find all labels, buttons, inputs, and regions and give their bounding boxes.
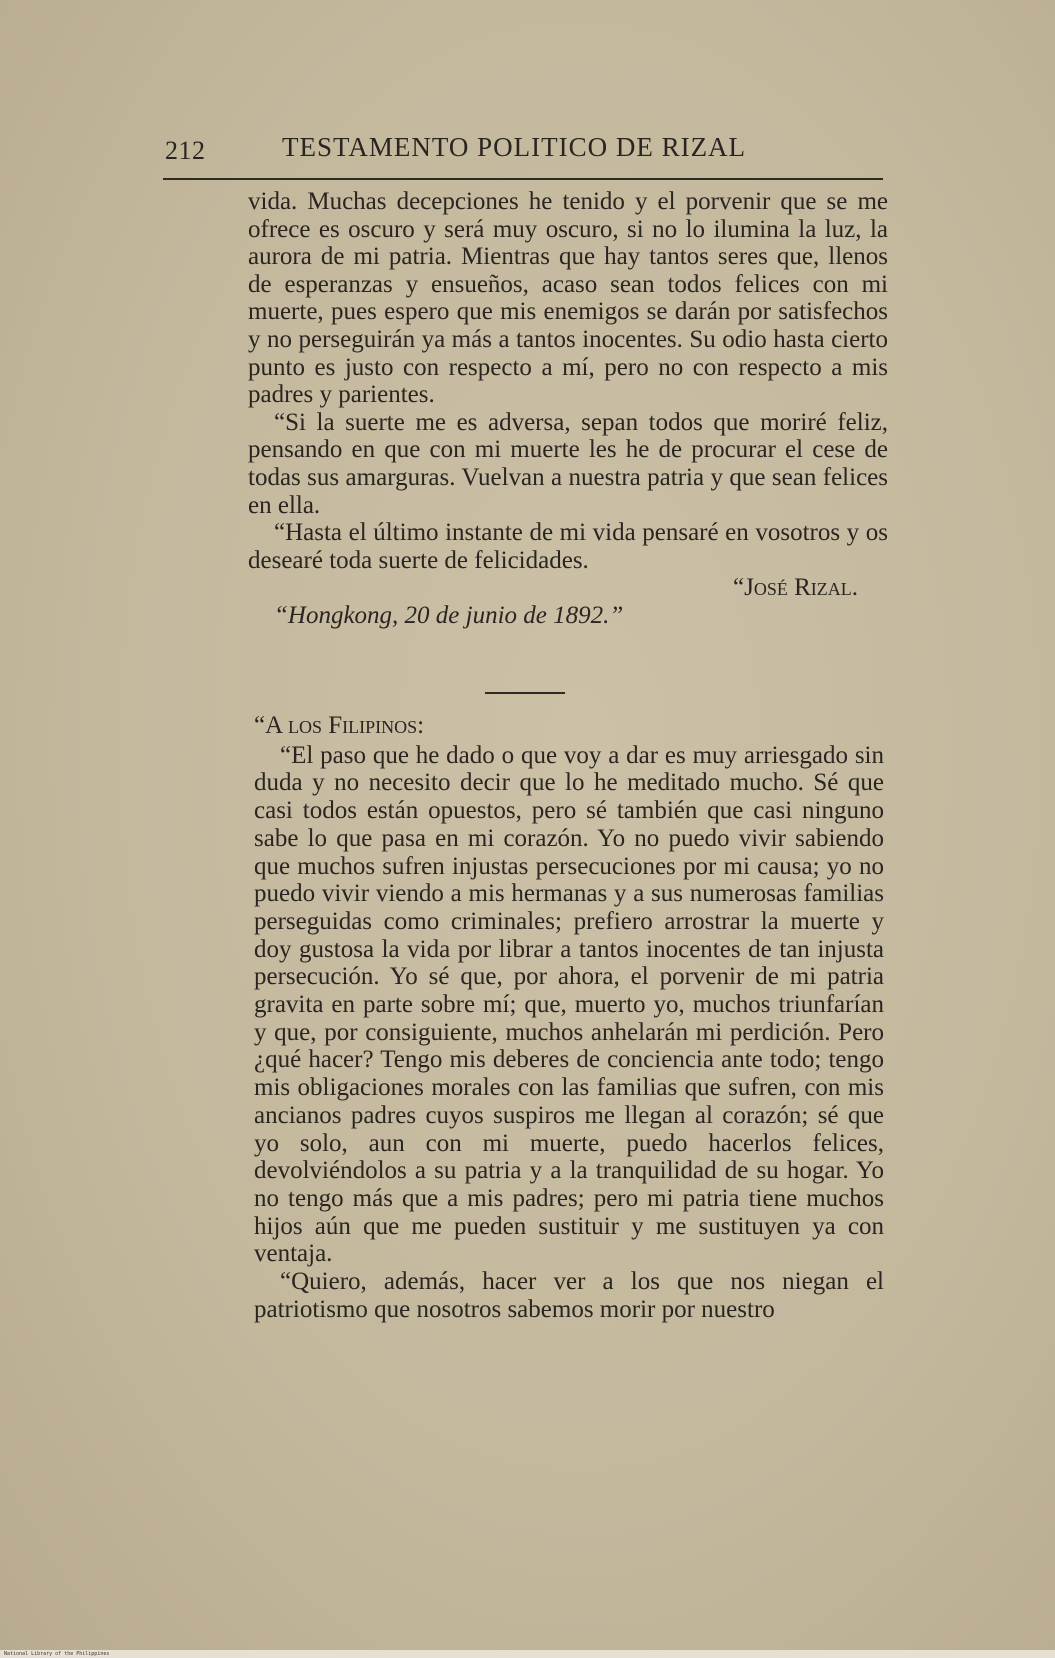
letter-one-paragraph-3: “Hasta el último instante de mi vida pensaré en vosotros y os desearé toda suerte de felicidades. xyxy=(248,519,888,574)
page-number: 212 xyxy=(165,136,206,165)
letter-one-paragraph-1: vida. Muchas decepciones he tenido y el porvenir que se me ofrece es oscuro y será muy oscuro, si no lo ilumina la luz, la aurora de mi patria. Mientras que hay tantos seres que, llenos de esperanzas y ensueños, acaso sean todos felices con mi muerte, pues espero que mis enemigos se darán por satisfechos y no perseguirán ya más a tantos inocentes. Su odio hasta cierto punto es justo con respecto a mí, pero no con respecto a mis padres y parientes. xyxy=(248,188,888,409)
signature: “José Rizal. xyxy=(733,574,858,602)
running-title: TESTAMENTO POLITICO DE RIZAL xyxy=(282,132,747,162)
salutation: “A los Filipinos: xyxy=(254,712,425,739)
header-rule xyxy=(163,178,883,180)
letter-two-paragraph-2: “Quiero, además, hacer ver a los que nos niegan el patriotismo que nosotros sabemos morir por nuestro xyxy=(254,1268,884,1323)
letter-one xyxy=(248,188,888,630)
letter-one-paragraph-2: “Si la suerte me es adversa, sepan todos que moriré feliz, pensando en que con mi muerte les he de procurar el cese de todas sus amarguras. Vuelvan a nuestra patria y que sean felices en ella. xyxy=(248,408,888,519)
page-header xyxy=(165,130,885,170)
dateline: “Hongkong, 20 de junio de 1892.” xyxy=(274,601,624,629)
section-divider xyxy=(485,692,565,694)
letter-two xyxy=(254,712,884,1323)
letter-two-paragraph-1: “El paso que he dado o que voy a dar es muy arriesgado sin duda y no necesito decir que lo he meditado mucho. Sé que casi todos están opuestos, pero sé también que casi ninguno sabe lo que pasa en mi corazón. Yo no puedo vivir sabiendo que muchos sufren injustas persecuciones por mi causa; yo no puedo vivir viendo a mis hermanas y a sus numerosas familias perseguidas como criminales; prefiero arrostrar la muerte y doy gustosa la vida por librar a tantos inocentes de tan injusta persecución. Yo sé que, por ahora, el porvenir de mi patria gravita en parte sobre mí; que, muerto yo, muchos triunfarían y que, por consiguiente, muchos anhelarán mi perdición. Pero ¿qué hacer? Tengo mis deberes de conciencia ante todo; tengo mis obligaciones morales con las familias que sufren, con mis ancianos padres cuyos suspiros me llegan al corazón; sé que yo solo, aun con mi muerte, puedo hacerlos felices, devolviéndolos a su patria y a la tranquilidad de su hogar. Yo no tengo más que a mis padres; pero mi patria tiene muchos hijos aún que me pueden sustituir y me sustituyen ya con ventaja. xyxy=(254,741,884,1268)
library-credit: National Library of the Philippines xyxy=(4,1651,110,1657)
scan-footer-strip xyxy=(0,1650,1055,1658)
